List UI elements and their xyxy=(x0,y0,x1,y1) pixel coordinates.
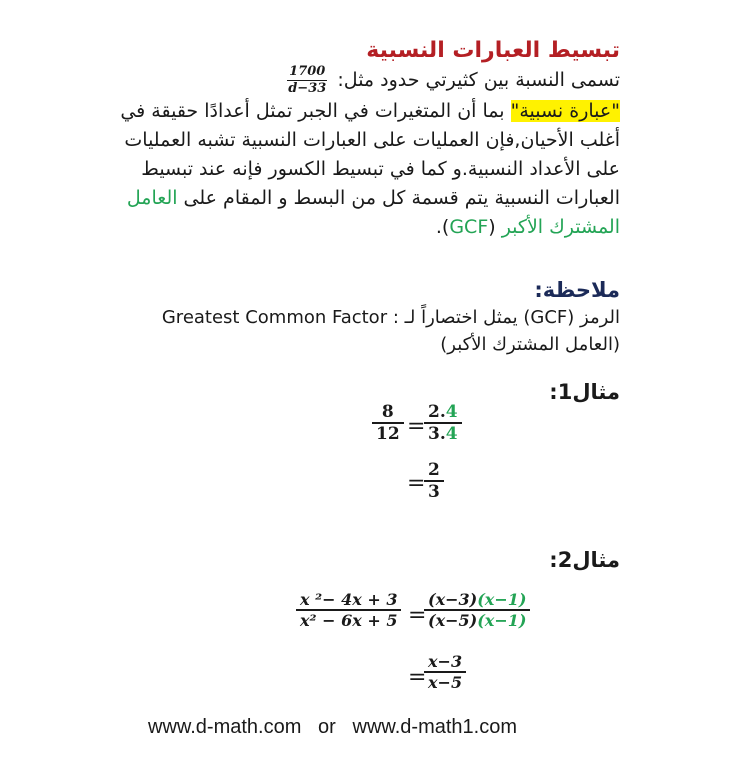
note-body xyxy=(100,304,620,358)
example1-equals-2: = xyxy=(407,471,426,496)
footer-site-1[interactable]: www.d-math.com xyxy=(148,716,302,738)
example1-rhs-fraction xyxy=(424,402,462,444)
gcf-term: العامل المشترك الأكبر xyxy=(126,187,620,238)
example2-result-fraction xyxy=(424,652,466,692)
example1-equals: = xyxy=(407,414,426,439)
footer xyxy=(148,716,517,739)
example2-title: مثال2: xyxy=(549,548,620,572)
intro-lead: تسمى النسبة بين كثيرتي حدود مثل: xyxy=(337,69,620,91)
example2-lhs-denominator: x² − 6x + 5 xyxy=(300,611,398,630)
example2-rhs-numerator xyxy=(424,590,530,609)
example1-rhs-denominator xyxy=(424,424,462,444)
note-line1-english: Greatest Common Factor xyxy=(161,307,388,328)
example2-result-numerator: x−3 xyxy=(428,652,463,671)
example1-result-numerator: 2 xyxy=(428,460,440,480)
close-paren: ). xyxy=(435,216,450,238)
example2-rhs-den-part: (x−5) xyxy=(428,611,478,630)
open-paren: ( xyxy=(488,216,502,238)
example2-lhs-fraction xyxy=(296,590,401,630)
example2-equals: = xyxy=(408,603,427,628)
note-line1-arabic: الرمز (GCF) يمثل اختصاراً لـ : xyxy=(387,307,620,328)
example1-rhs-num-factor: 4 xyxy=(445,402,458,422)
example2-rhs-fraction xyxy=(424,590,530,630)
inline-fraction-denominator: d−33 xyxy=(288,81,327,96)
intro-body: بما أن المتغيرات في الجبر تمثل أعدادًا حقيقة في أغلب الأحيان,فإن العمليات على العبارات النسبية تشبه العمليات على الأعداد النسبية.و كما في تبسيط الكسور فإنه عند تبسيط العبارات النسبية يتم قسمة كل من البسط و المقام على xyxy=(120,100,620,209)
example2-rhs-num-part: (x−3) xyxy=(428,590,478,609)
example2-rhs-den-factor: (x−1) xyxy=(477,611,527,630)
inline-fraction xyxy=(287,64,327,97)
footer-site-2[interactable]: www.d-math1.com xyxy=(352,716,518,738)
example1-rhs-num-part: 2. xyxy=(428,402,446,422)
example1-lhs-numerator: 8 xyxy=(381,402,394,422)
example2-lhs-numerator: x ²− 4x + 3 xyxy=(300,590,398,609)
inline-fraction-numerator: 1700 xyxy=(289,64,326,79)
example1-result-denominator: 3 xyxy=(428,482,440,502)
example1-rhs-den-part: 3. xyxy=(428,424,446,444)
example1-lhs-fraction xyxy=(372,402,404,444)
example2-equals-2: = xyxy=(408,665,427,690)
example1-rhs-numerator xyxy=(424,402,462,422)
intro-paragraph xyxy=(120,64,620,242)
example2-rhs-denominator xyxy=(424,611,530,630)
gcf-abbrev: GCF xyxy=(449,216,489,238)
page-title: تبسيط العبارات النسبية xyxy=(366,38,620,63)
footer-or: or xyxy=(318,716,336,738)
note-line2: (العامل المشترك الأكبر) xyxy=(440,334,620,355)
example2-rhs-num-factor: (x−1) xyxy=(477,590,527,609)
example2-result-denominator: x−5 xyxy=(428,673,463,692)
example1-title: مثال1: xyxy=(549,380,620,404)
note-title: ملاحظة: xyxy=(534,278,620,302)
highlighted-term: "عبارة نسبية" xyxy=(510,100,620,122)
example1-lhs-denominator: 12 xyxy=(376,424,400,444)
example1-result-fraction xyxy=(424,460,444,502)
example1-rhs-den-factor: 4 xyxy=(445,424,458,444)
